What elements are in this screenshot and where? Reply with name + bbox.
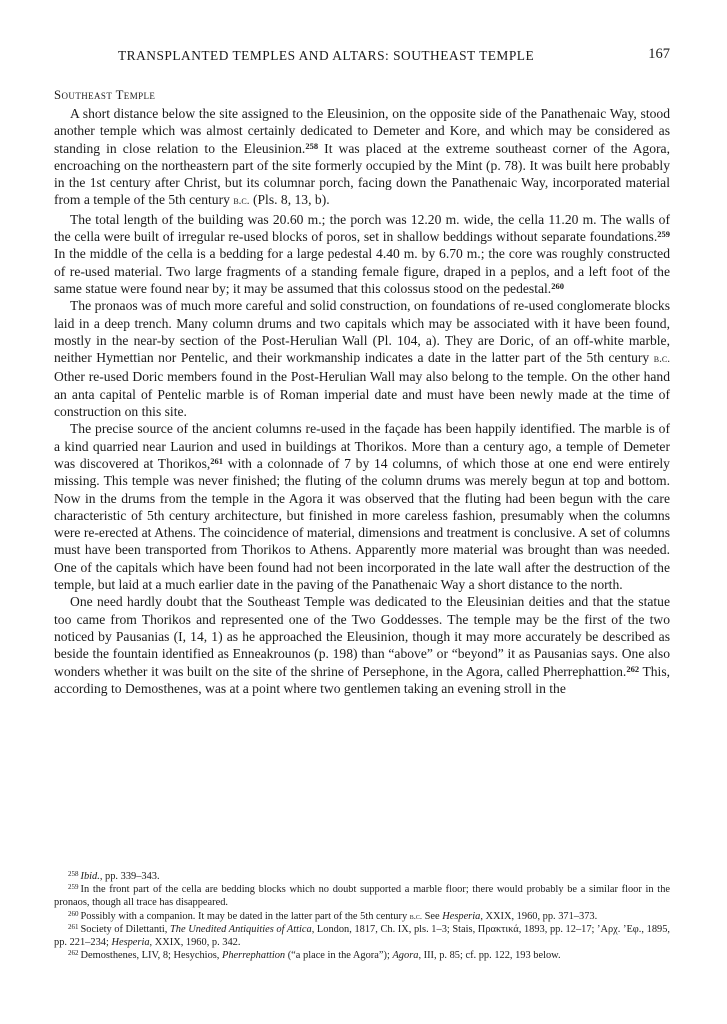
footnote-number: 259 [68,883,79,892]
footnote-262 [54,949,670,962]
footnote-ref: 259 [657,229,670,240]
text-run: In the middle of the cella is a bedding for a large pedestal 4.40 m. by 6.70 m.; the core was roughly constructed of re-used material. Two large fragments of a standing female figure, draped in a peplos, and a left foot of the same statue were found near by; it may be assumed that this colossus stood on the pedestal. [54,246,670,296]
text-run: Other re-used Doric members found in the Post-Herulian Wall may also belong to the temple. On the other hand an anta capital of Pentelic marble is of Roman imperial date and must have been newly made at the time of construction on this site. [54,369,670,420]
footnote-text: Demosthenes, LIV, 8; Hesychios, [80,950,223,962]
page-header [54,48,670,70]
footnote-italic: Hesperia [111,937,150,949]
text-run: (Pls. 8, 13, b). [249,192,330,208]
text-run: It was placed at the extreme southeast corner of the Agora, encroaching on the northeastern part of the site formerly occupied by the Mint (p. 78). It was built here probably in the 1st century after Christ, but its columnar porch, facing down the Panathenaic Way, incorporated material from a temple of the 5th century [54,140,670,208]
footnote-text: , XXIX, 1960, p. 342. [149,937,241,949]
footnote-text: In the front part of the cella are bedding blocks which no doubt supported a marble floor; there would probably be a similar floor in the pronaos, though all trace has disappeared. [54,884,670,909]
text-run: A short distance below the site assigned to the Eleusinion, on the opposite side of the Panathenaic Way, stood another temple which was almost certainly dedicated to Demeter and Kore, and which may be considered as standing in close relation to the Eleusinion. [54,106,670,156]
footnote-text: , III, p. 85; cf. pp. 122, 193 below. [418,950,561,962]
footnote-261 [54,923,670,949]
footnote-italic: Ibid. [80,871,100,882]
footnote-number: 260 [68,909,79,918]
footnote-ref: 260 [551,280,564,291]
footnote-italic: Agora [392,950,419,962]
paragraph-5 [54,593,670,697]
footnote-italic: Hesperia [442,910,481,922]
paragraph-2 [54,211,670,297]
footnote-text: , XXIX, 1960, pp. 371–373. [480,910,598,922]
text-run: This, according to Demosthenes, was at a point where two gentlemen taking an evening stroll in the [54,663,671,696]
footnote-text: Society of Dilettanti, [80,923,171,935]
footnote-number: 258 [68,870,79,878]
footnote-text: See [422,910,443,922]
paragraph-3 [54,297,670,420]
footnote-258 [54,870,670,883]
footnote-ref: 261 [210,455,224,466]
era-abbrev: b.c. [653,353,670,366]
section-heading: Southeast Temple [54,88,156,102]
era-abbrev: b.c. [233,195,250,208]
footnote-ref: 258 [305,140,319,151]
footnote-text: , London, 1817, Ch. IX, pls. 1–3; Stais, Πρακτικά, 1893, pp. 12–17; ’Αρχ. ’Εφ., 1895, pp. 221–234; [54,923,670,949]
text-run: The total length of the building was 20.60 m.; the porch was 12.20 m. wide, the cella 11.20 m. The walls of the cella were built of irregular re-used blocks of poros, set in shallow beddings without separate foundations. [54,211,670,245]
footnote-number: 261 [68,922,79,931]
running-head: TRANSPLANTED TEMPLES AND ALTARS: SOUTHEAST TEMPLE [118,48,535,63]
footnote-259 [54,883,670,909]
footnote-text: (“a place in the Agora”); [285,950,393,962]
footnote-text: , pp. 339–343. [99,871,160,882]
paragraph-4 [54,420,670,593]
footnote-ref: 262 [626,663,640,674]
era-abbrev: b.c. [409,910,423,921]
text-run: The pronaos was of much more careful and solid construction, on foundations of re-used conglomerate blocks laid in a deep trench. Many column drums and two capitals which may be associated with it have been found, mostly in the near-by section of the Post-Herulian Wall (Pl. 104, a). They are Doric, of an off-white marble, neither Hymettian nor Pentelic, and their workmanship indicates a date in the latter part of the 5th century [54,298,670,366]
text-run: One need hardly doubt that the Southeast Temple was dedicated to the Eleusinian deities and that the statue too came from Thorikos and represented one of the Two Goddesses. The temple may be the first of the two noticed by Pausanias (I, 14, 1) as he approached the Eleusinion, though it may more accurately be described as beside the fountain identified as Enneakrounos (p. 198) than “above” or “beyond” it as Pausanias says. One also wonders whether it was built on the site of the shrine of Persephone, in the Agora, called Pherrephattion. [54,594,670,679]
text-run: with a colonnade of 7 by 14 columns, of which those at one end were entirely missing. This temple was never finished; the fluting of the column drums was merely begun at top and bottom. Now in the drums from the temple in the Agora it was observed that the fluting had been begun with the care characteristic of 5th century architecture, but finished in more careless fashion, presumably when the columns were re-erected at Athens. The coincidence of material, dimensions and treatment is conclusive. A set of columns must have been transported from Thorikos to Athens. Apparently more material was brought than was needed. One of the capitals which have been found had not been incorporated in the late wall after the destruction of the temple, but laid at a much earlier date in the paving of the Panathenaic Way a short distance to the north. [54,455,670,593]
footnote-number: 262 [68,949,79,958]
footnote-text: Possibly with a companion. It may be dated in the latter part of the 5th century [80,910,410,922]
footnotes [54,870,670,962]
body-text [54,87,670,697]
footnote-260 [54,910,670,923]
page-number: 167 [648,46,670,62]
paragraph-1 [54,105,670,211]
footnote-italic: The Unedited Antiquities of Attica [170,923,312,935]
text-run: The precise source of the ancient columns re-used in the façade has been happily identified. The marble is of a kind quarried near Laurion and used in buildings at Thorikos. More than a century ago, a temple of Demeter was discovered at Thorikos, [54,421,670,471]
footnote-italic: Pherrephattion [222,950,286,962]
